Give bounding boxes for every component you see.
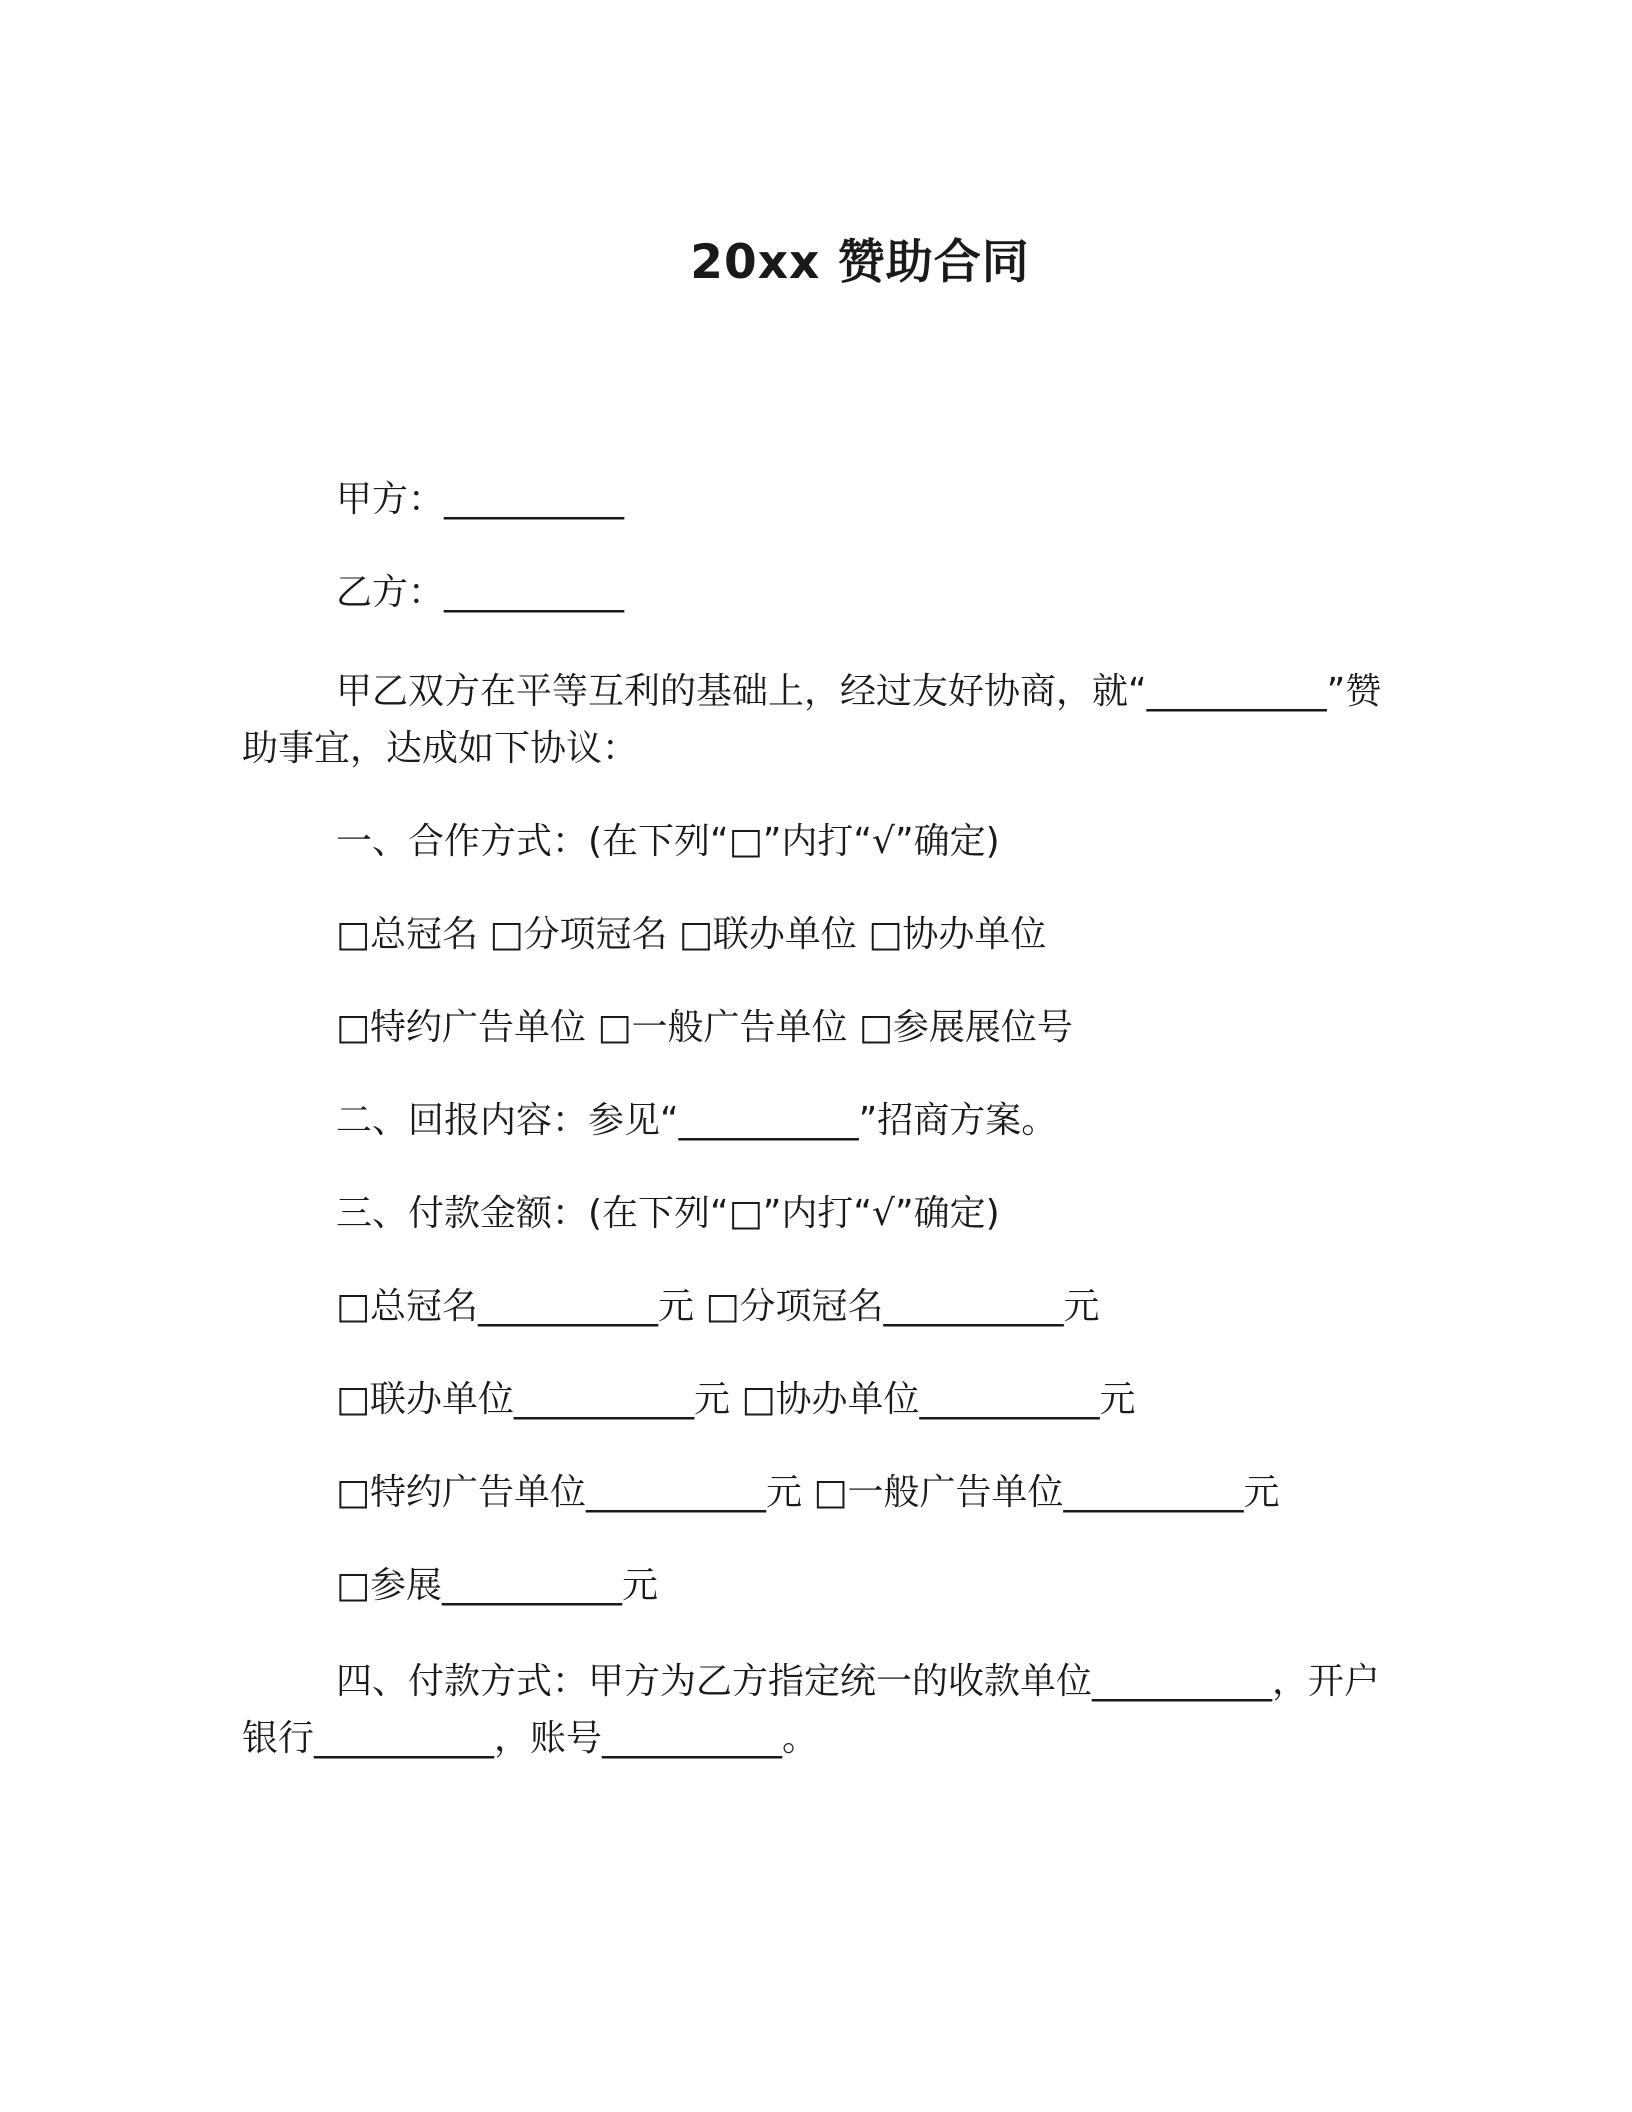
section2-line: 二、回报内容：参见“__________”招商方案。 xyxy=(336,1100,1058,1141)
document-title: 20xx 赞助合同 xyxy=(690,235,1030,290)
section3-heading: 三、付款金额：(在下列“□”内打“√”确定) xyxy=(336,1193,1000,1234)
section3-amount-line2: □联办单位__________元 □协办单位__________元 xyxy=(336,1379,1136,1420)
party-a-line: 甲方：__________ xyxy=(336,479,625,520)
intro-paragraph: 甲乙双方在平等互利的基础上，经过友好协商，就“__________”赞助事宜，达成如下协议： xyxy=(242,671,1382,769)
section1-heading: 一、合作方式：(在下列“□”内打“√”确定) xyxy=(336,821,1000,862)
section3-amount-line4: □参展__________元 xyxy=(336,1565,659,1606)
section4-paragraph: 四、付款方式：甲方为乙方指定统一的收款单位__________，开户银行__________，账号__________。 xyxy=(242,1661,1381,1759)
section1-options-line1: □总冠名 □分项冠名 □联办单位 □协办单位 xyxy=(336,914,1047,955)
section3-amount-line3: □特约广告单位__________元 □一般广告单位__________元 xyxy=(336,1472,1280,1513)
section3-amount-line1: □总冠名__________元 □分项冠名__________元 xyxy=(336,1286,1100,1327)
section1-options-line2: □特约广告单位 □一般广告单位 □参展展位号 xyxy=(336,1007,1073,1048)
party-b-line: 乙方：__________ xyxy=(336,572,625,613)
